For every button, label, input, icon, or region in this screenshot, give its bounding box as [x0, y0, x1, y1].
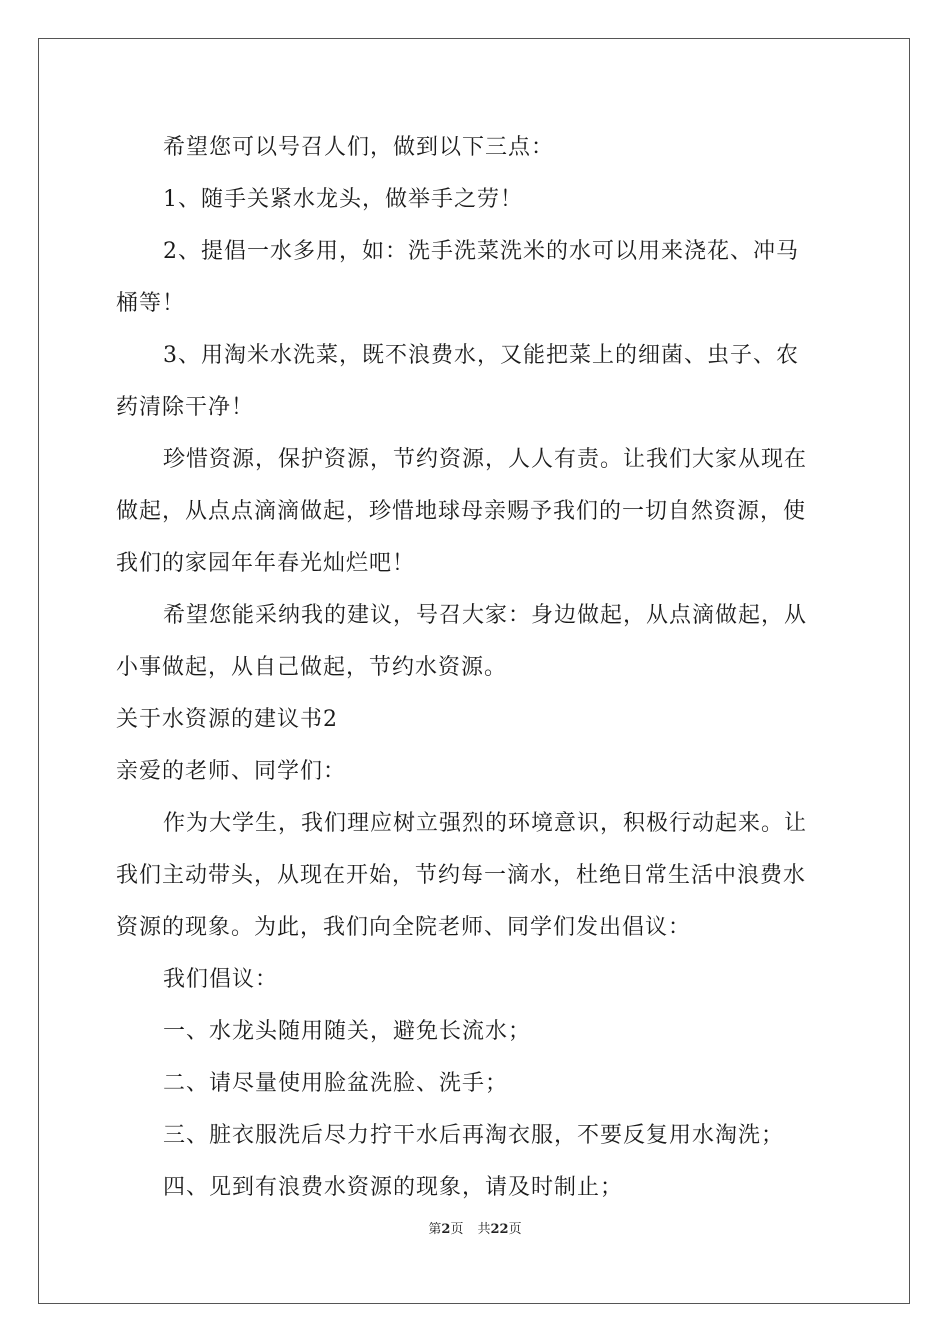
text-line: 桶等！ — [116, 291, 186, 316]
text-line: 做起，从点点滴滴做起，珍惜地球母亲赐予我们的一切自然资源，使 — [116, 499, 807, 524]
text-line: 三、脏衣服洗后尽力拧干水后再淘衣服，不要反复用水淘洗； — [163, 1123, 785, 1148]
paragraph — [116, 798, 836, 954]
text-line: 2、提倡一水多用，如：洗手洗菜洗米的水可以用来浇花、冲马 — [163, 239, 799, 264]
document-body — [116, 122, 836, 1214]
text-line: 二、请尽量使用脸盆洗脸、洗手； — [163, 1071, 509, 1096]
text-line: 资源的现象。为此，我们向全院老师、同学们发出倡议： — [116, 915, 692, 940]
paragraph — [116, 694, 836, 746]
paragraph — [116, 1110, 836, 1162]
text-line: 药清除干净！ — [116, 395, 255, 420]
text-line: 我们倡议： — [163, 967, 279, 992]
paragraph — [116, 1162, 836, 1214]
text-line: 一、水龙头随用随关，避免长流水； — [163, 1019, 532, 1044]
page-number: 2 — [441, 1222, 451, 1237]
page-prefix: 第 — [428, 1222, 442, 1237]
text-line: 1、随手关紧水龙头，做举手之劳！ — [163, 187, 523, 212]
text-line: 3、用淘米水洗菜，既不浪费水，又能把菜上的细菌、虫子、农 — [163, 343, 799, 368]
page-footer — [0, 1218, 950, 1237]
total-pages: 22 — [490, 1222, 509, 1237]
total-prefix: 共 — [477, 1222, 491, 1237]
text-line: 小事做起，从自己做起，节约水资源。 — [116, 655, 508, 680]
paragraph — [116, 954, 836, 1006]
page-suffix: 页 — [450, 1222, 464, 1237]
text-line: 希望您可以号召人们，做到以下三点： — [163, 135, 555, 160]
text-line: 关于水资源的建议书2 — [116, 707, 338, 732]
text-line: 我们的家园年年春光灿烂吧！ — [116, 551, 416, 576]
paragraph — [116, 1058, 836, 1110]
paragraph — [116, 434, 836, 590]
text-line: 我们主动带头，从现在开始，节约每一滴水，杜绝日常生活中浪费水 — [116, 863, 807, 888]
paragraph — [116, 590, 836, 694]
paragraph — [116, 1006, 836, 1058]
paragraph — [116, 746, 836, 798]
text-line: 四、见到有浪费水资源的现象，请及时制止； — [163, 1175, 624, 1200]
total-suffix: 页 — [508, 1222, 522, 1237]
paragraph — [116, 174, 836, 226]
paragraph — [116, 226, 836, 330]
text-line: 珍惜资源，保护资源，节约资源，人人有责。让我们大家从现在 — [163, 447, 808, 472]
text-line: 希望您能采纳我的建议，号召大家：身边做起，从点滴做起，从 — [163, 603, 808, 628]
paragraph — [116, 330, 836, 434]
text-line: 亲爱的老师、同学们： — [116, 759, 347, 784]
paragraph — [116, 122, 836, 174]
text-line: 作为大学生，我们理应树立强烈的环境意识，积极行动起来。让 — [163, 811, 808, 836]
